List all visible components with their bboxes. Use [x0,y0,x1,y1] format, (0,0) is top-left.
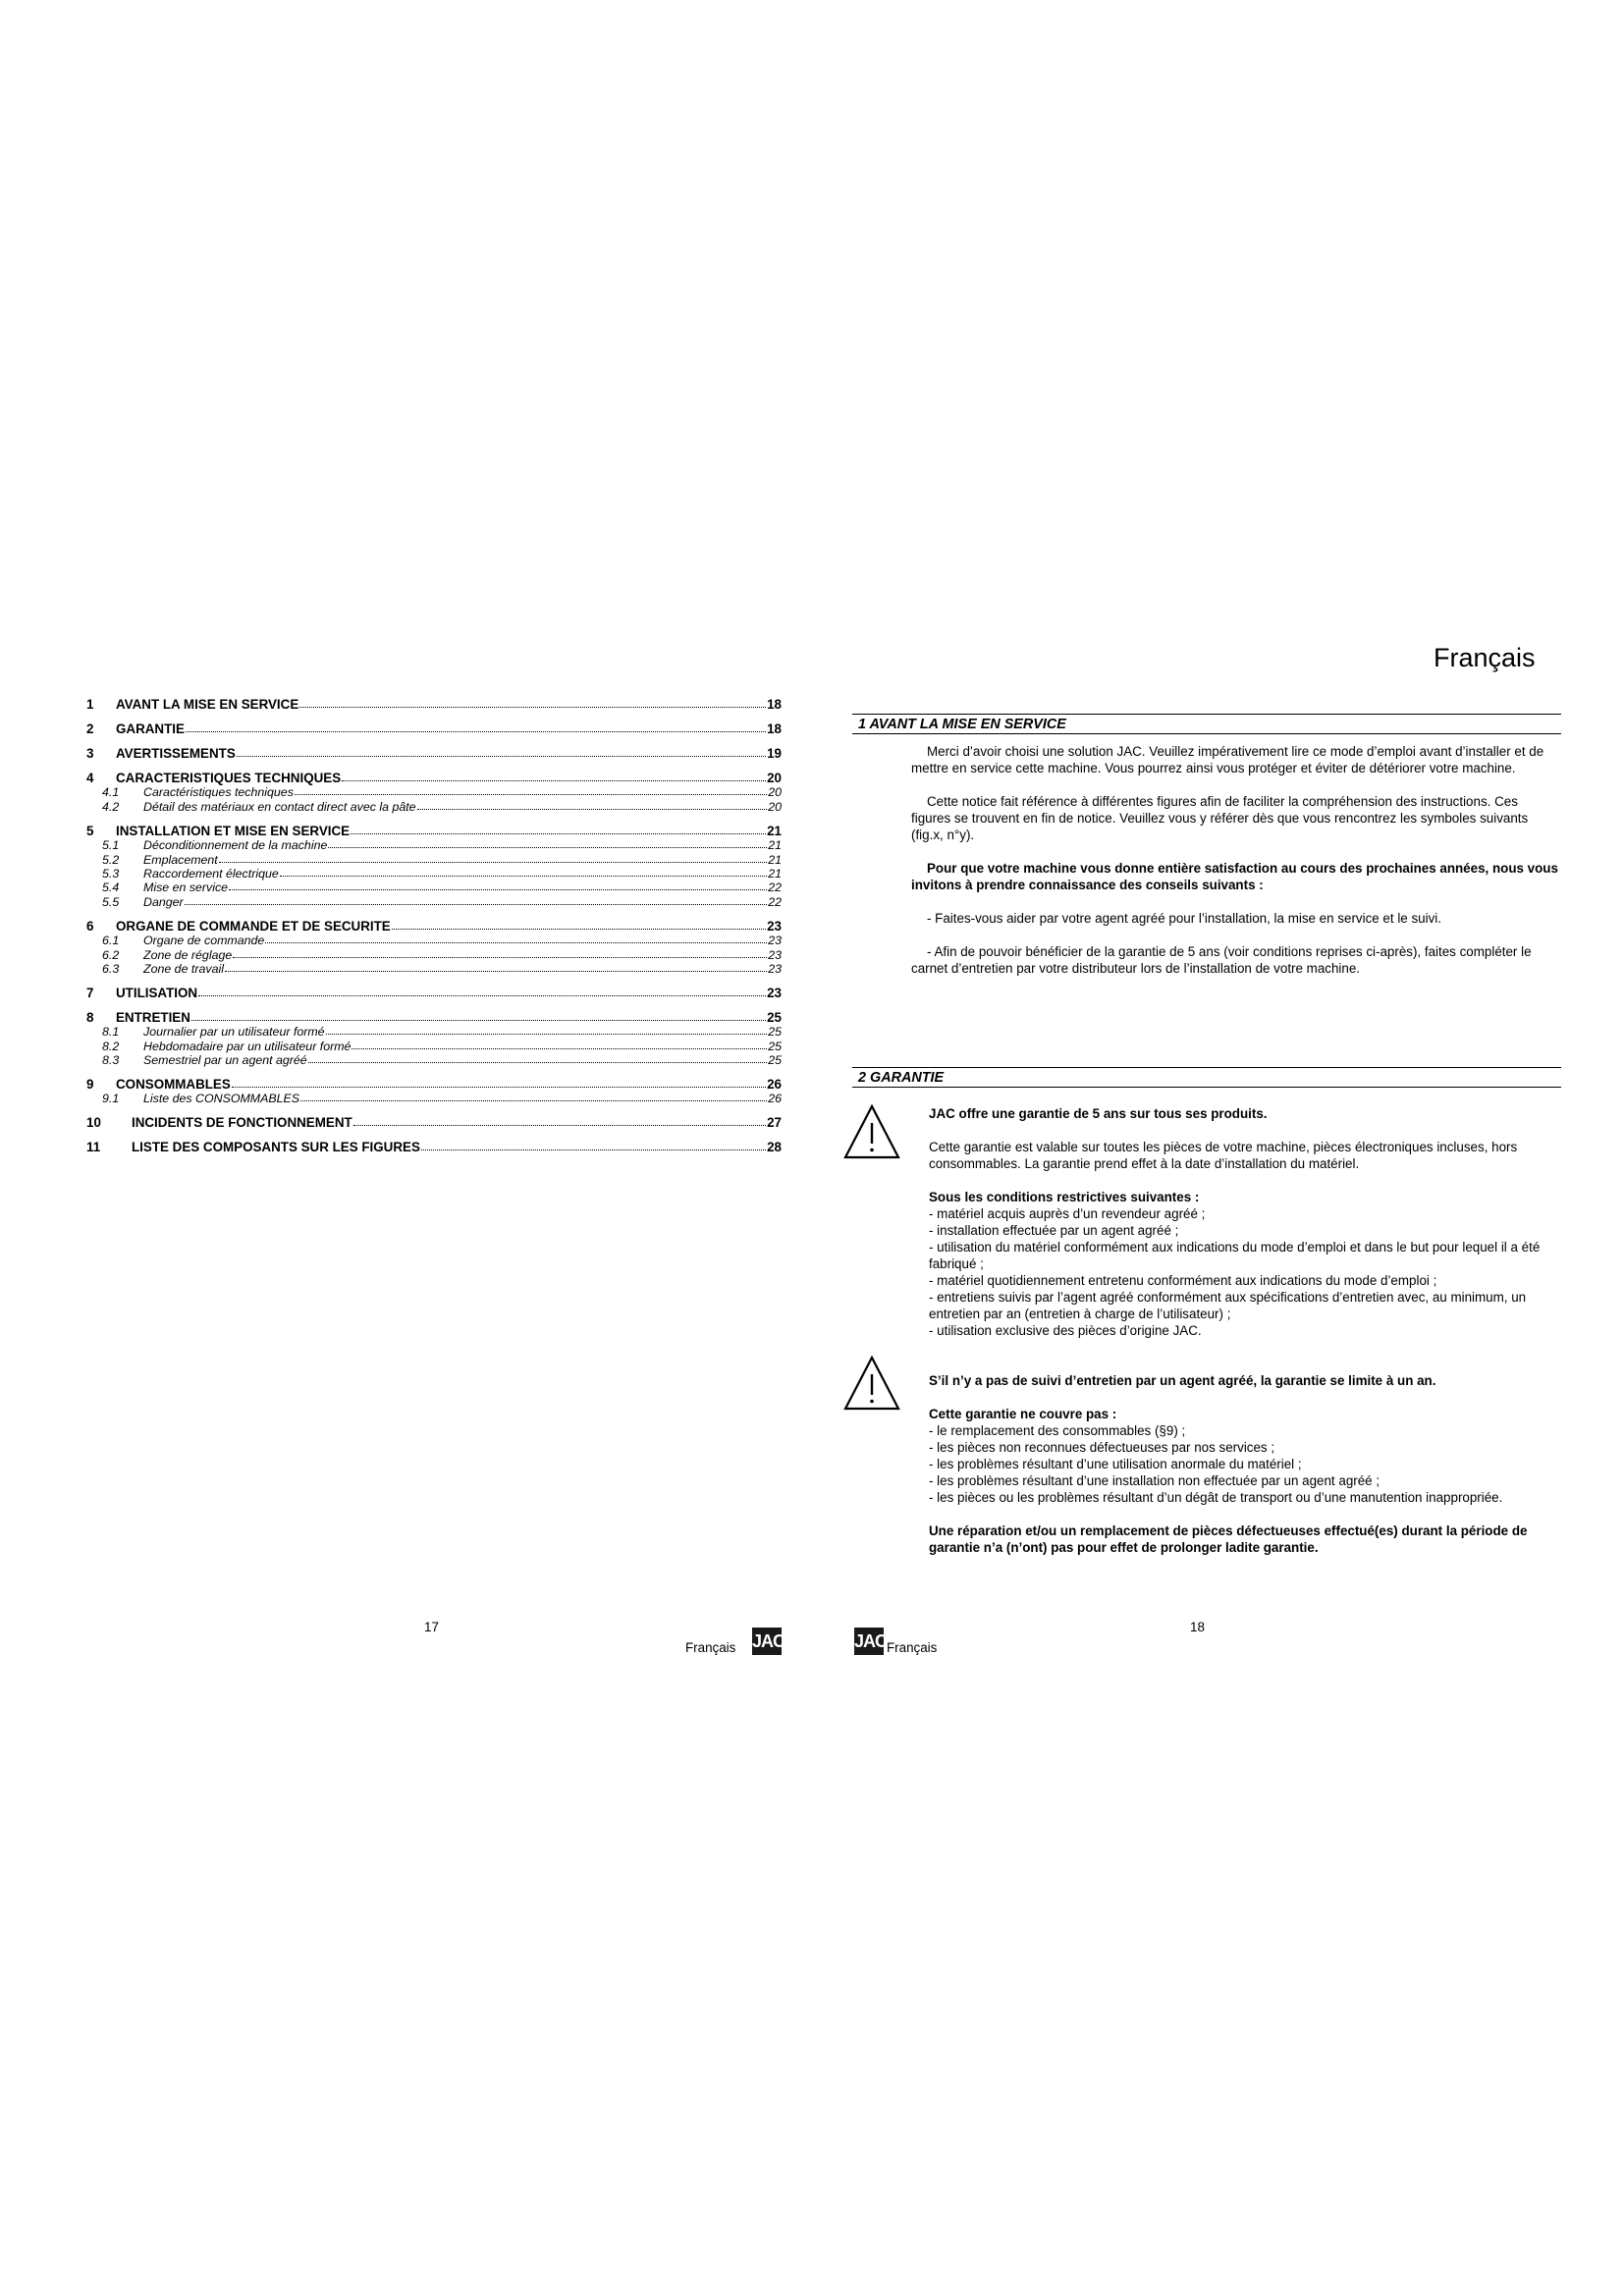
toc-entry-number: 9.1 [102,1092,120,1106]
warranty-exclusions-title: Cette garantie ne couvre pas : [929,1407,1117,1421]
warranty-exclusion-item: - les problèmes résultant d’une utilisation anormale du matériel ; [929,1457,1302,1471]
toc-dot-leader [265,942,767,943]
toc-entry-label: CARACTERISTIQUES TECHNIQUES [116,771,342,785]
toc-dot-leader [233,957,767,958]
toc-entry [86,867,782,881]
warranty-exclusion-item: - le remplacement des consommables (§9) ; [929,1423,1186,1438]
toc-entry-number: 5.1 [102,838,120,853]
warranty-lead: JAC offre une garantie de 5 ans sur tous ses produits. [929,1106,1268,1121]
toc-entry-label: ORGANE DE COMMANDE ET DE SECURITE [116,918,391,934]
toc-entry-page: 21 [767,823,782,838]
warranty-conditions-list [929,1205,1559,1339]
toc-entry-label: INSTALLATION ET MISE EN SERVICE [116,823,351,838]
toc-dot-leader [232,1087,766,1088]
toc-entry-number: 6 [86,918,94,934]
toc-entry [86,1039,782,1052]
section-1-advice-1: - Faites-vous aider par votre agent agréé pour l’installation, la mise en service et le suivi. [927,911,1441,926]
toc-entry-page: 25 [767,1009,782,1025]
toc-entry [86,1092,782,1105]
toc-entry-page: 21 [768,838,782,853]
warranty-final-note: Une réparation et/ou un remplacement de pièces défectueuses effectué(es) durant la période de garantie n’a (n’ont) pas pour effet de prolonger ladite garantie. [929,1523,1528,1555]
right-footer-language: Français [887,1640,938,1655]
toc-entry-label: AVANT LA MISE EN SERVICE [116,697,299,712]
toc-entry-number: 8.2 [102,1039,120,1053]
toc-entry-label: ENTRETIEN [116,1009,190,1025]
toc-entry-label: Zone de travail [143,961,224,976]
toc-dot-leader [421,1149,766,1150]
toc-entry-number: 7 [86,985,94,1000]
toc-entry-number: 8.1 [102,1025,120,1040]
section-1-advice-intro: Pour que votre machine vous donne entière satisfaction au cours des prochaines années, nous vous invitons à prendre connaissance des conseils suivants : [911,861,1558,892]
toc-entry [86,838,782,852]
toc-entry-label: Zone de réglage [143,947,233,962]
toc-entry-number: 10 [86,1115,101,1131]
toc-entry-page: 20 [768,799,782,814]
jac-logo-left: JAC [752,1628,782,1655]
toc-entry-page: 25 [768,1053,782,1068]
toc-entry-label: Semestriel par un agent agréé [143,1053,307,1068]
toc-dot-leader [342,780,766,781]
toc-dot-leader [417,809,768,810]
toc-entry-label: GARANTIE [116,721,185,736]
toc-entry-page: 26 [767,1077,782,1093]
toc-entry-label: Organe de commande [143,934,265,948]
toc-entry-label: Mise en service [143,881,229,895]
toc-entry-number: 4 [86,771,94,785]
toc-entry [86,1138,782,1154]
warranty-condition-item: - matériel quotidiennement entretenu conformément aux indications du mode d’emploi ; [929,1273,1437,1288]
toc-entry-number: 8.3 [102,1053,120,1068]
toc-entry-number: 6.1 [102,934,120,948]
toc-entry-label: Détail des matériaux en contact direct avec la pâte [143,799,416,814]
toc-entry-page: 26 [768,1092,782,1106]
table-of-contents [86,695,782,1154]
toc-dot-leader [225,971,767,972]
toc-dot-leader [185,904,768,905]
warranty-condition-item: - matériel acquis auprès d’un revendeur agréé ; [929,1206,1206,1221]
warning-triangle-icon-2 [842,1355,901,1412]
toc-entry-page: 21 [768,866,782,881]
right-page-number: 18 [1190,1620,1205,1634]
toc-entry-label: Danger [143,894,184,909]
toc-dot-leader [326,1034,768,1035]
warranty-condition-item: - utilisation du matériel conformément aux indications du mode d’emploi et dans le but pour lequel il a été fabriqué ; [929,1240,1541,1271]
toc-entry [86,1008,782,1025]
warranty-exclusion-item: - les problèmes résultant d’une installation non effectuée par un agent agréé ; [929,1473,1380,1488]
toc-entry-page: 19 [767,746,782,761]
section-2-body-2 [929,1372,1559,1556]
page-language-title: Français [1434,643,1536,672]
toc-entry [86,695,782,712]
warranty-condition-item: - entretiens suivis par l’agent agréé conformément aux spécifications d’entretien avec, au minimum, un entretien par an (entretien à charge de l’utilisateur) ; [929,1290,1527,1321]
toc-entry-number: 8 [86,1009,94,1025]
toc-entry [86,894,782,908]
toc-dot-leader [300,1100,767,1101]
toc-entry-number: 6.3 [102,961,120,976]
toc-entry-number: 4.2 [102,799,120,814]
toc-entry-number: 3 [86,746,94,761]
toc-entry-number: 5.2 [102,852,120,867]
toc-dot-leader [299,707,766,708]
warranty-exclusion-item: - les pièces ou les problèmes résultant d’un dégât de transport ou d’une manutention inappropriée. [929,1490,1503,1505]
warranty-paragraph-1: Cette garantie est valable sur toutes les pièces de votre machine, pièces électroniques incluses, hors consommables. La garantie prend effet à la date d’installation du matériel. [929,1140,1518,1171]
toc-dot-leader [351,833,766,834]
warning-triangle-icon [842,1103,901,1160]
toc-entry [86,1075,782,1092]
toc-entry-page: 22 [768,881,782,895]
toc-entry-number: 6.2 [102,947,120,962]
toc-entry-page: 23 [768,934,782,948]
toc-dot-leader [392,929,766,930]
toc-entry [86,881,782,894]
toc-entry-label: Caractéristiques techniques [143,785,294,800]
toc-dot-leader [352,1048,767,1049]
toc-dot-leader [237,756,766,757]
toc-entry-label: Déconditionnement de la machine [143,838,328,853]
section-1-paragraph-2: Cette notice fait référence à différentes figures afin de faciliter la compréhension des instructions. Ces figures se trouvent en fin de notice. Veuillez vous y référer dès que vous rencontrez les symboles suivants (fig.x, n°y). [911,794,1529,842]
section-2-heading: 2 GARANTIE [852,1067,1561,1088]
toc-dot-leader [186,731,766,732]
toc-entry-number: 1 [86,697,94,712]
toc-entry-page: 28 [767,1140,782,1155]
toc-dot-leader [280,876,767,877]
toc-dot-leader [219,862,767,863]
toc-entry [86,1025,782,1039]
toc-entry-page: 22 [768,894,782,909]
toc-entry-label: Emplacement [143,852,218,867]
section-1-paragraph-1: Merci d’avoir choisi une solution JAC. Veuillez impérativement lire ce mode d’emploi avant d’installer et de mettre en service cette machine. Vous pourrez ainsi vous protéger et éviter de détériorer votre machine. [911,744,1544,775]
toc-dot-leader [295,794,767,795]
toc-entry-page: 20 [768,785,782,800]
toc-entry-number: 5.3 [102,866,120,881]
toc-entry [86,744,782,761]
toc-entry-page: 18 [767,721,782,736]
toc-entry [86,1113,782,1130]
toc-entry [86,947,782,961]
toc-entry-page: 20 [767,771,782,785]
toc-entry-label: Raccordement électrique [143,866,279,881]
toc-entry-page: 25 [768,1039,782,1053]
toc-entry-label: AVERTISSEMENTS [116,746,236,761]
toc-entry-number: 5 [86,823,94,838]
toc-dot-leader [191,1020,766,1021]
warranty-exclusions-list [929,1422,1559,1506]
toc-entry [86,852,782,866]
toc-dot-leader [198,995,766,996]
toc-dot-leader [353,1125,766,1126]
toc-entry [86,720,782,736]
left-page-number: 17 [424,1620,439,1634]
toc-entry-number: 4.1 [102,785,120,800]
warranty-conditions-title: Sous les conditions restrictives suivantes : [929,1190,1200,1204]
toc-entry-label: UTILISATION [116,985,198,1000]
toc-entry [86,917,782,934]
toc-entry-label: Liste des CONSOMMABLES [143,1092,300,1106]
toc-entry-label: Journalier par un utilisateur formé [143,1025,325,1040]
toc-entry-page: 23 [768,961,782,976]
toc-dot-leader [229,889,767,890]
section-2-body [929,1105,1559,1339]
warranty-condition-item: - installation effectuée par un agent agréé ; [929,1223,1179,1238]
toc-entry [86,785,782,799]
section-1-advice-2: - Afin de pouvoir bénéficier de la garantie de 5 ans (voir conditions reprises ci-après), faites compléter le carnet d’entretien par votre distributeur lors de l’installation de votre machine. [911,944,1532,976]
warranty-limit-warning: S’il n’y a pas de suivi d’entretien par un agent agréé, la garantie se limite à un an. [929,1373,1436,1388]
toc-entry-number: 2 [86,721,94,736]
toc-entry [86,799,782,813]
toc-entry [86,934,782,947]
toc-entry-page: 23 [767,918,782,934]
toc-entry [86,984,782,1000]
toc-entry-page: 23 [768,947,782,962]
toc-entry-label: INCIDENTS DE FONCTIONNEMENT [132,1115,352,1131]
toc-entry [86,822,782,838]
toc-dot-leader [328,847,767,848]
section-1-heading: 1 AVANT LA MISE EN SERVICE [852,714,1561,734]
toc-entry-label: LISTE DES COMPOSANTS SUR LES FIGURES [132,1140,420,1155]
toc-entry [86,769,782,785]
toc-entry-number: 9 [86,1077,94,1093]
section-1-body [911,743,1559,977]
left-footer-language: Français [685,1640,736,1655]
warranty-exclusion-item: - les pièces non reconnues défectueuses par nos services ; [929,1440,1275,1455]
toc-entry-page: 27 [767,1115,782,1131]
toc-entry [86,1053,782,1067]
jac-logo-right: JAC [854,1628,884,1655]
toc-entry-page: 23 [767,985,782,1000]
warranty-condition-item: - utilisation exclusive des pièces d’origine JAC. [929,1323,1202,1338]
toc-entry-label: Hebdomadaire par un utilisateur formé [143,1039,352,1053]
toc-entry-page: 21 [768,852,782,867]
toc-entry-number: 11 [86,1140,101,1155]
toc-entry-page: 25 [768,1025,782,1040]
toc-entry [86,962,782,976]
toc-entry-number: 5.5 [102,894,120,909]
toc-entry-number: 5.4 [102,881,120,895]
toc-dot-leader [308,1062,768,1063]
toc-entry-page: 18 [767,697,782,712]
toc-entry-label: CONSOMMABLES [116,1077,231,1093]
